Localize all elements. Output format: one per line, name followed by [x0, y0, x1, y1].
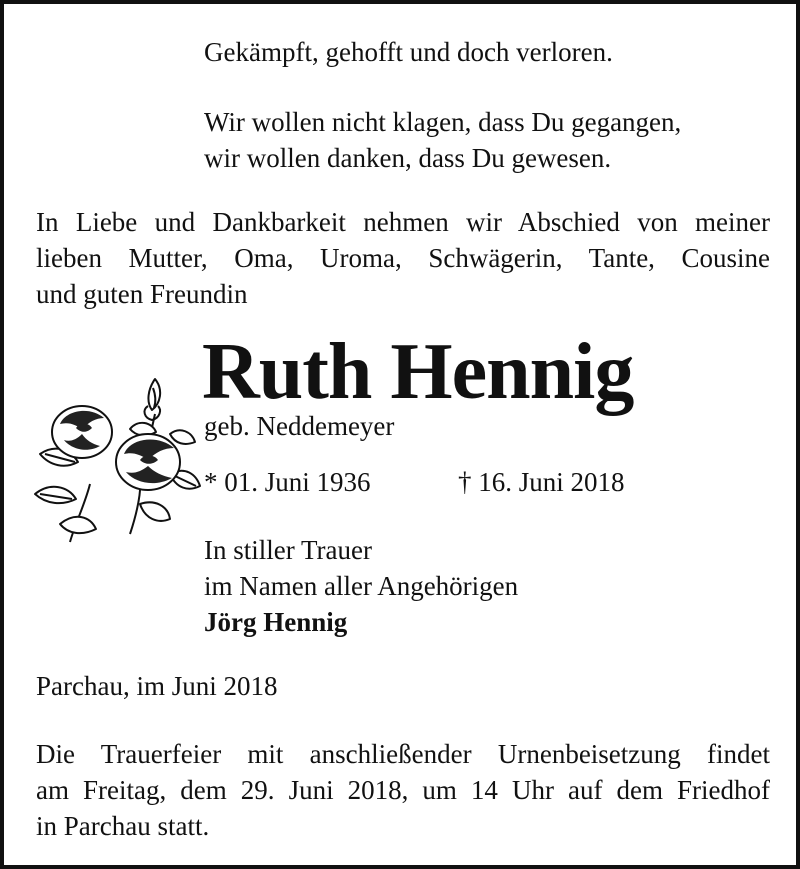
place-date: Parchau, im Juni 2018: [36, 671, 278, 701]
mourners-line-1: In stiller Trauer: [204, 535, 372, 565]
rose-illustration-icon: [30, 374, 202, 544]
mourner-name: Jörg Hennig: [204, 607, 348, 637]
death-date: † 16. Juni 2018: [458, 467, 625, 497]
poem-line-2: Wir wollen nicht klagen, dass Du gegangen,: [204, 107, 682, 137]
mourners-line-2: im Namen aller Angehörigen: [204, 571, 519, 601]
ceremony-line-2: am Freitag, dem 29. Juni 2018, um 14 Uhr auf dem Friedhof: [36, 775, 770, 805]
poem-line-1: Gekämpft, gehofft und doch verloren.: [204, 37, 613, 67]
poem-line-3: wir wollen danken, dass Du gewesen.: [204, 143, 612, 173]
birth-name: geb. Neddemeyer: [204, 411, 395, 441]
deceased-name: Ruth Hennig: [202, 328, 634, 416]
intro-line-1: In Liebe und Dankbarkeit nehmen wir Abschied von meiner: [36, 207, 770, 237]
intro-line-2: lieben Mutter, Oma, Uroma, Schwägerin, Tante, Cousine: [36, 243, 770, 273]
ceremony-line-1: Die Trauerfeier mit anschließender Urnenbeisetzung findet: [36, 739, 770, 769]
intro-line-3: und guten Freundin: [36, 279, 248, 309]
ceremony-line-3: in Parchau statt.: [36, 811, 210, 841]
birth-date: * 01. Juni 1936: [204, 467, 371, 497]
